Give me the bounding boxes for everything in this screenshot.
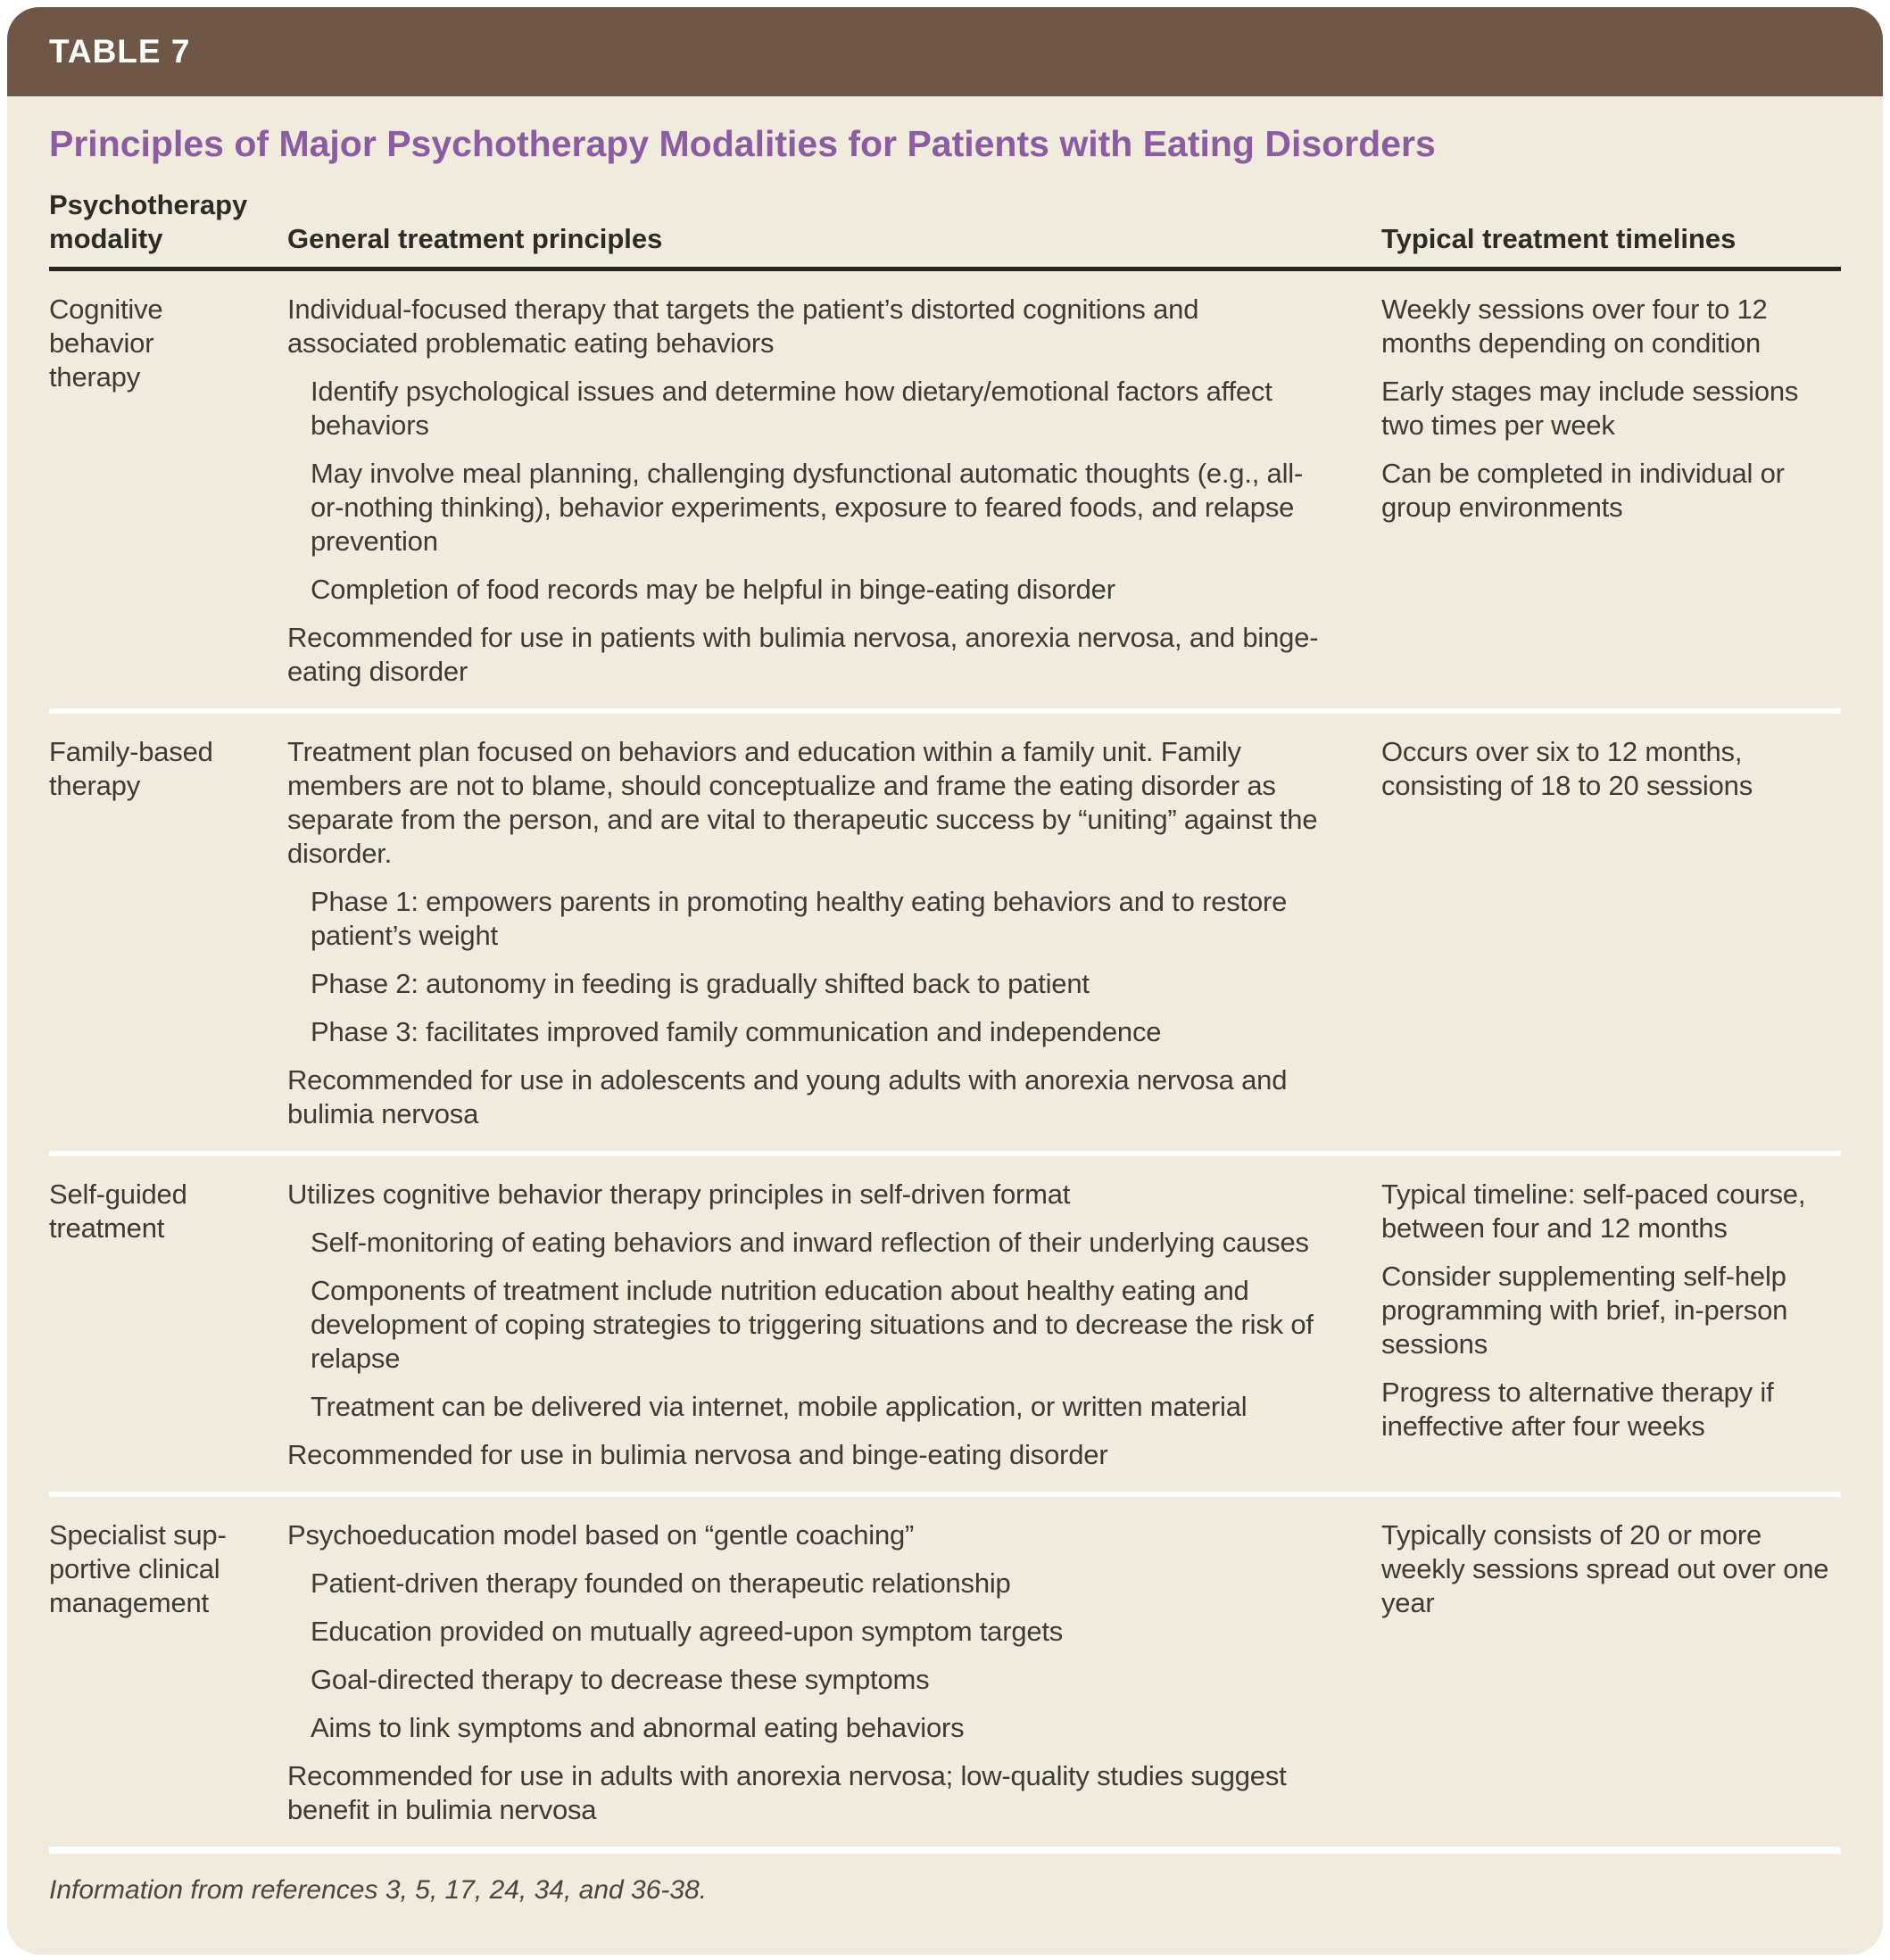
principles-item: Education provided on mutually agreed-upon symptom targets bbox=[311, 1616, 1064, 1648]
principles-cell bbox=[287, 293, 1381, 689]
table-row bbox=[49, 271, 1841, 708]
principles-recommendation: Recommended for use in bulimia nervosa and binge-eating disorder bbox=[287, 1439, 1108, 1471]
timeline-item: Consider supplementing self-help programming with brief, in-person sessions bbox=[1381, 1261, 1788, 1360]
principles-item: Phase 1: empowers parents in promoting healthy eating behaviors and to restore patient’s weight bbox=[311, 886, 1288, 952]
table-row bbox=[49, 1492, 1841, 1847]
column-header-modality: Psychotherapy modality bbox=[49, 189, 248, 255]
column-header-timelines: Typical treatment timelines bbox=[1381, 223, 1737, 255]
timelines-cell bbox=[1381, 735, 1841, 1131]
principles-item: Completion of food records may be helpful in binge-eating disorder bbox=[311, 574, 1115, 606]
principles-intro: Psychoeducation model based on “gentle coaching” bbox=[287, 1519, 915, 1551]
principles-cell bbox=[287, 735, 1381, 1131]
timelines-cell bbox=[1381, 1518, 1841, 1827]
principles-intro: Individual-focused therapy that targets the patient’s distorted cognitions and associated problematic eating behaviors bbox=[287, 294, 1199, 360]
table-number-label: TABLE 7 bbox=[49, 33, 191, 70]
principles-item: Phase 2: autonomy in feeding is gradually shifted back to patient bbox=[311, 968, 1090, 1000]
table-card bbox=[7, 7, 1883, 1955]
table-body bbox=[7, 96, 1883, 1955]
timeline-item: Can be completed in individual or group environments bbox=[1381, 458, 1785, 524]
timeline-item: Weekly sessions over four to 12 months depending on condition bbox=[1381, 294, 1768, 360]
principles-item: Components of treatment include nutrition education about healthy eating and development of coping strategies to triggering situations and to decrease the risk of relapse bbox=[311, 1275, 1314, 1375]
timeline-item: Early stages may include sessions two times per week bbox=[1381, 376, 1799, 442]
timeline-item: Progress to alternative therapy if ineffective after four weeks bbox=[1381, 1377, 1774, 1443]
table-title: Principles of Major Psychotherapy Modalities for Patients with Eating Disorders bbox=[49, 123, 1436, 164]
principles-item: Identify psychological issues and determine how dietary/emotional factors affect behaviors bbox=[311, 376, 1272, 442]
principles-item: Aims to link symptoms and abnormal eating behaviors bbox=[311, 1712, 965, 1744]
principles-item: Phase 3: facilitates improved family communication and independence bbox=[311, 1016, 1162, 1048]
timelines-cell bbox=[1381, 293, 1841, 689]
principles-item: Self-monitoring of eating behaviors and inward reflection of their underlying causes bbox=[311, 1227, 1309, 1259]
principles-item: Treatment can be delivered via internet, mobile application, or written material bbox=[311, 1391, 1248, 1423]
footnote-section bbox=[49, 1847, 1841, 1906]
principles-item: Patient-driven therapy founded on therapeutic relationship bbox=[311, 1567, 1011, 1600]
references-footnote: Information from references 3, 5, 17, 24, 34, and 36-38. bbox=[49, 1875, 708, 1906]
principles-cell bbox=[287, 1518, 1381, 1827]
principles-recommendation: Recommended for use in adults with anorexia nervosa; low-quality studies suggest benefit in bulimia nervosa bbox=[287, 1760, 1287, 1826]
table-row bbox=[49, 1151, 1841, 1492]
principles-intro: Treatment plan focused on behaviors and education within a family unit. Family members are not to blame, should conceptualize and frame the eating disorder as separate from the person, and are vital to therapeutic success by “uniting” against the disorder. bbox=[287, 736, 1318, 870]
timeline-item: Occurs over six to 12 months, consisting of 18 to 20 sessions bbox=[1381, 736, 1753, 802]
table-header-bar bbox=[7, 7, 1883, 96]
modality-cell: Self-guided treatment bbox=[49, 1178, 187, 1245]
principles-intro: Utilizes cognitive behavior therapy principles in self-driven format bbox=[287, 1178, 1071, 1211]
modality-cell: Specialist sup- portive clinical management bbox=[49, 1519, 227, 1619]
timeline-item: Typically consists of 20 or more weekly sessions spread out over one year bbox=[1381, 1519, 1829, 1619]
modality-cell: Family-based therapy bbox=[49, 736, 213, 802]
modality-cell: Cognitive behavior therapy bbox=[49, 294, 163, 393]
principles-cell bbox=[287, 1178, 1381, 1472]
timeline-item: Typical timeline: self-paced course, between four and 12 months bbox=[1381, 1178, 1806, 1245]
principles-recommendation: Recommended for use in adolescents and young adults with anorexia nervosa and bulimia nervosa bbox=[287, 1064, 1288, 1130]
column-header-principles: General treatment principles bbox=[287, 223, 663, 255]
principles-item: Goal-directed therapy to decrease these symptoms bbox=[311, 1664, 930, 1696]
principles-item: May involve meal planning, challenging dysfunctional automatic thoughts (e.g., all-or-nothing thinking), behavior experiments, exposure to feared foods, and relapse prevention bbox=[311, 458, 1304, 558]
timelines-cell bbox=[1381, 1178, 1841, 1472]
principles-recommendation: Recommended for use in patients with bulimia nervosa, anorexia nervosa, and binge-eating disorder bbox=[287, 622, 1319, 688]
column-header-row bbox=[49, 188, 1841, 271]
table-row bbox=[49, 708, 1841, 1151]
